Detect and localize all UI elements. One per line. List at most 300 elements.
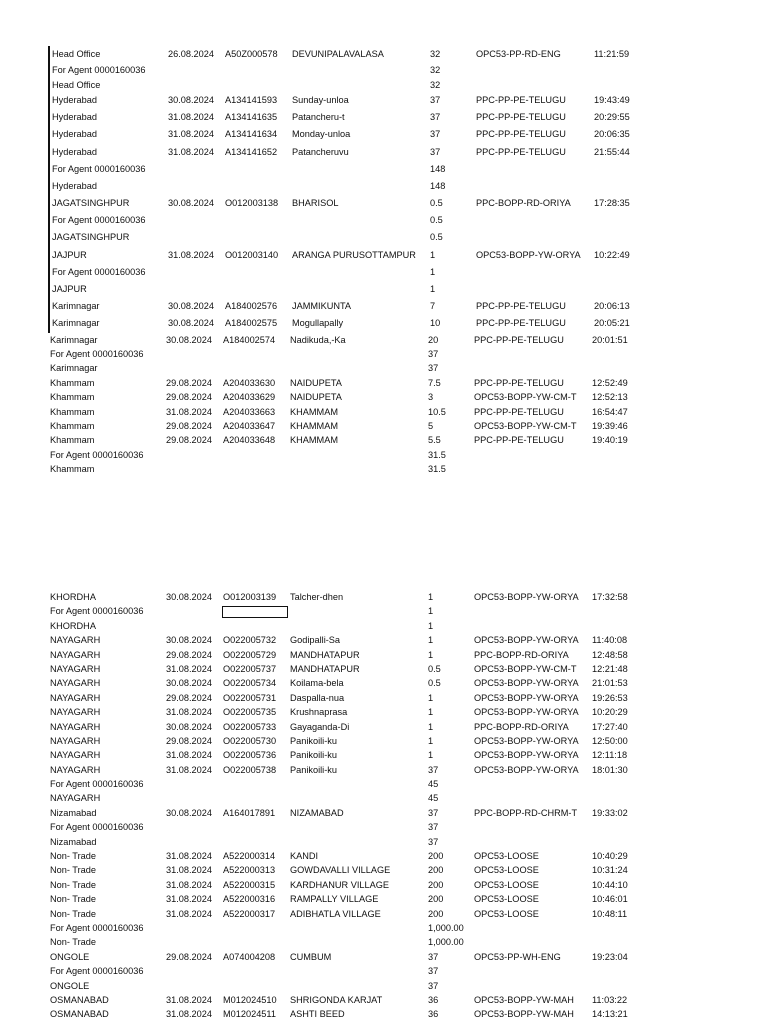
document-code-cell: A204033663 [223, 406, 276, 417]
product-cell: PPC-PP-PE-TELUGU [476, 301, 566, 312]
agent-name-cell: NAYAGARH [50, 764, 101, 775]
document-code-cell: O022005738 [223, 764, 277, 775]
document-code-cell: A522000314 [223, 851, 276, 862]
time-cell: 14:13:21 [592, 1009, 628, 1020]
place-cell: ARANGA PURUSOTTAMPUR [292, 249, 416, 260]
place-cell: BHARISOL [292, 198, 339, 209]
agent-name-cell: Nizamabad [50, 807, 97, 818]
quantity-cell: 37 [428, 951, 439, 962]
table-row [48, 92, 748, 109]
subtotal-row [48, 979, 748, 993]
agent-name-cell: JAGATSINGHPUR [52, 232, 130, 243]
table-row [48, 993, 748, 1007]
document-code-cell: M012024511 [223, 1009, 276, 1020]
agent-name-cell: Non- Trade [50, 894, 96, 905]
agent-name-cell: Head Office [52, 79, 101, 90]
agent-name-cell: NAYAGARH [50, 649, 101, 660]
quantity-cell: 37 [430, 94, 441, 105]
agent-name-cell: JAJPUR [52, 284, 87, 295]
agent-name-cell: NAYAGARH [50, 707, 101, 718]
quantity-cell: 1 [428, 721, 434, 732]
table-row [48, 590, 748, 604]
time-cell: 17:32:58 [592, 592, 628, 602]
place-cell: Patancheru-t [292, 112, 345, 123]
table-row [48, 109, 748, 126]
subtotal-row [48, 78, 748, 92]
place-cell: Talcher-dhen [290, 592, 344, 602]
date-cell: 30.08.2024 [168, 318, 214, 329]
document-code-cell: A204033647 [223, 420, 276, 431]
time-cell: 10:44:10 [592, 879, 628, 890]
table-row [48, 46, 748, 63]
place-cell: ADIBHATLA VILLAGE [290, 908, 381, 919]
time-cell: 10:40:29 [592, 851, 628, 862]
product-cell: PPC-PP-PE-TELUGU [474, 377, 564, 388]
agent-name-cell: Hyderabad [52, 146, 97, 157]
product-cell: OPC53-BOPP-YW-MAH [474, 994, 574, 1005]
product-cell: OPC53-BOPP-YW-ORYA [476, 249, 581, 260]
agent-name-cell: OSMANABAD [50, 1009, 109, 1020]
subtotal-row [48, 921, 748, 935]
time-cell: 19:40:19 [592, 435, 628, 446]
subtotal-row [48, 63, 748, 77]
quantity-cell: 7 [430, 301, 436, 312]
date-cell: 31.08.2024 [166, 764, 212, 775]
quantity-cell: 1 [428, 592, 434, 602]
date-cell: 31.08.2024 [166, 894, 212, 905]
agent-name-cell: Karimnagar [52, 318, 100, 329]
quantity-cell: 1 [428, 735, 434, 746]
subtotal-row [48, 264, 748, 281]
agent-name-cell: NAYAGARH [50, 635, 101, 646]
agent-name-cell: Hyderabad [52, 112, 97, 123]
time-cell: 10:46:01 [592, 894, 628, 905]
quantity-cell: 1 [428, 649, 434, 660]
product-cell: PPC-PP-PE-TELUGU [476, 318, 566, 329]
place-cell: Panikoili-ku [290, 735, 337, 746]
agent-name-cell: For Agent 0000160036 [50, 779, 144, 790]
place-cell: SHRIGONDA KARJAT [290, 994, 383, 1005]
product-cell: OPC53-BOPP-YW-ORYA [474, 750, 579, 761]
time-cell: 20:05:21 [594, 318, 630, 329]
table-row [48, 144, 748, 161]
quantity-cell: 0.5 [428, 663, 441, 674]
quantity-cell: 37 [428, 348, 439, 359]
subtotal-row [48, 791, 748, 805]
table-row [48, 195, 748, 212]
document-code-cell: A184002574 [223, 334, 276, 345]
document-code-cell: A134141634 [225, 129, 278, 140]
document-code-cell: M012024510 [223, 994, 277, 1005]
date-cell: 31.08.2024 [166, 994, 212, 1005]
subtotal-row [48, 178, 748, 195]
agent-name-cell: For Agent 0000160036 [52, 266, 146, 277]
date-cell: 30.08.2024 [166, 635, 212, 646]
table-row [48, 878, 748, 892]
date-cell: 31.08.2024 [166, 406, 212, 417]
date-cell: 29.08.2024 [166, 951, 212, 962]
time-cell: 12:48:58 [592, 649, 628, 660]
date-cell: 29.08.2024 [166, 692, 212, 703]
product-cell: OPC53-BOPP-YW-CM-T [474, 420, 577, 431]
product-cell: OPC53-LOOSE [474, 865, 539, 876]
quantity-cell: 1,000.00 [428, 922, 464, 933]
document-code-cell: A134141652 [225, 146, 278, 157]
report-section-top [48, 46, 748, 477]
product-cell: PPC-PP-PE-TELUGU [476, 129, 566, 140]
agent-name-cell: Head Office [52, 49, 101, 59]
quantity-cell: 37 [428, 822, 439, 833]
product-cell: PPC-PP-PE-TELUGU [474, 435, 564, 446]
product-cell: PPC-PP-PE-TELUGU [476, 94, 566, 105]
date-cell: 31.08.2024 [166, 663, 212, 674]
date-cell: 31.08.2024 [168, 249, 214, 260]
product-cell: OPC53-LOOSE [474, 908, 539, 919]
document-code-cell: O022005734 [223, 678, 277, 689]
subtotal-row [48, 229, 748, 246]
time-cell: 12:52:13 [592, 392, 628, 403]
table-row [48, 633, 748, 647]
place-cell: Godipalli-Sa [290, 635, 341, 646]
table-row [48, 849, 748, 863]
place-cell: KANDI [290, 851, 319, 862]
product-cell: OPC53-BOPP-YW-ORYA [474, 692, 579, 703]
table-row [48, 333, 748, 347]
document-code-cell: O012003140 [225, 249, 279, 260]
document-code-cell: A204033630 [223, 377, 276, 388]
place-cell: Krushnaprasa [290, 707, 348, 718]
subtotal-row [48, 820, 748, 834]
date-cell: 31.08.2024 [166, 707, 212, 718]
place-cell: Koilama-bela [290, 678, 344, 689]
product-cell: OPC53-BOPP-YW-CM-T [474, 392, 577, 403]
quantity-cell: 37 [428, 807, 439, 818]
subtotal-row [48, 212, 748, 229]
agent-name-cell: NAYAGARH [50, 692, 101, 703]
time-cell: 16:54:47 [592, 406, 628, 417]
place-cell: Monday-unloa [292, 129, 351, 140]
quantity-cell: 200 [428, 894, 444, 905]
time-cell: 20:06:35 [594, 129, 630, 140]
date-cell: 31.08.2024 [166, 908, 212, 919]
subtotal-row [48, 604, 748, 618]
product-cell: OPC53-LOOSE [474, 879, 539, 890]
time-cell: 20:06:13 [594, 301, 630, 312]
product-cell: PPC-BOPP-RD-ORIYA [474, 721, 569, 732]
table-row [48, 950, 748, 964]
quantity-cell: 1 [428, 606, 434, 617]
subtotal-row [48, 935, 748, 949]
product-cell: OPC53-PP-RD-ENG [476, 49, 561, 59]
table-row [48, 734, 748, 748]
quantity-cell: 200 [428, 908, 444, 919]
selected-cell-outline[interactable] [222, 606, 288, 618]
document-code-cell: A134141593 [225, 94, 278, 105]
time-cell: 19:33:02 [592, 807, 628, 818]
document-code-cell: O022005733 [223, 721, 277, 732]
report-section-bottom [48, 590, 748, 1022]
time-cell: 17:27:40 [592, 721, 628, 732]
place-cell: NIZAMABAD [290, 807, 344, 818]
document-code-cell: A522000313 [223, 865, 276, 876]
date-cell: 29.08.2024 [166, 735, 212, 746]
agent-name-cell: Khammam [50, 392, 95, 403]
quantity-cell: 148 [430, 180, 446, 191]
quantity-cell: 37 [430, 112, 441, 123]
document-code-cell: O022005735 [223, 707, 277, 718]
product-cell: OPC53-BOPP-YW-ORYA [474, 592, 579, 602]
product-cell: OPC53-BOPP-YW-ORYA [474, 678, 579, 689]
agent-name-cell: For Agent 0000160036 [52, 215, 146, 226]
product-cell: PPC-PP-PE-TELUGU [476, 112, 566, 123]
agent-name-cell: Karimnagar [50, 363, 98, 374]
product-cell: PPC-BOPP-RD-ORIYA [476, 198, 571, 209]
date-cell: 31.08.2024 [166, 865, 212, 876]
document-code-cell: O022005736 [223, 750, 277, 761]
quantity-cell: 200 [428, 879, 444, 890]
quantity-cell: 1 [428, 635, 434, 646]
quantity-cell: 36 [428, 994, 439, 1005]
quantity-cell: 37 [428, 980, 439, 991]
date-cell: 31.08.2024 [166, 851, 212, 862]
place-cell: KHAMMAM [290, 406, 338, 417]
quantity-cell: 200 [428, 851, 444, 862]
document-code-cell: A522000315 [223, 879, 276, 890]
place-cell: Daspalla-nua [290, 692, 345, 703]
quantity-cell: 1 [428, 692, 434, 703]
time-cell: 19:26:53 [592, 692, 628, 703]
date-cell: 31.08.2024 [168, 129, 214, 140]
date-cell: 31.08.2024 [166, 1009, 212, 1020]
place-cell: Panikoili-ku [290, 750, 337, 761]
subtotal-row [48, 964, 748, 978]
quantity-cell: 5 [428, 420, 434, 431]
time-cell: 19:39:46 [592, 420, 628, 431]
subtotal-row [48, 462, 748, 476]
product-cell: OPC53-LOOSE [474, 851, 539, 862]
quantity-cell: 1 [430, 249, 436, 260]
time-cell: 12:11:18 [592, 750, 628, 761]
agent-name-cell: NAYAGARH [50, 678, 101, 689]
product-cell: PPC-PP-PE-TELUGU [474, 406, 564, 417]
agent-name-cell: Non- Trade [50, 908, 96, 919]
agent-name-cell: For Agent 0000160036 [50, 922, 144, 933]
place-cell: Mogullapally [292, 318, 344, 329]
quantity-cell: 37 [428, 966, 439, 977]
place-cell: GOWDAVALLI VILLAGE [290, 865, 391, 876]
quantity-cell: 0.5 [430, 232, 443, 243]
agent-name-cell: For Agent 0000160036 [50, 966, 144, 977]
table-row [48, 863, 748, 877]
subtotal-row [48, 777, 748, 791]
quantity-cell: 200 [428, 865, 444, 876]
date-cell: 29.08.2024 [166, 392, 212, 403]
document-code-cell: O022005732 [223, 635, 277, 646]
place-cell: KHAMMAM [290, 420, 338, 431]
agent-name-cell: Non- Trade [50, 865, 96, 876]
place-cell: MANDHATAPUR [290, 649, 360, 660]
date-cell: 29.08.2024 [166, 649, 212, 660]
product-cell: OPC53-BOPP-YW-MAH [474, 1009, 574, 1020]
place-cell: CUMBUM [290, 951, 332, 962]
document-code-cell: O012003138 [225, 198, 279, 209]
place-cell: Nadikuda,-Ka [290, 334, 346, 345]
agent-name-cell: For Agent 0000160036 [52, 163, 146, 174]
quantity-cell: 7.5 [428, 377, 441, 388]
quantity-cell: 45 [428, 779, 439, 790]
product-cell: OPC53-BOPP-YW-ORYA [474, 707, 579, 718]
agent-name-cell: NAYAGARH [50, 721, 101, 732]
date-cell: 31.08.2024 [166, 750, 212, 761]
product-cell: OPC53-LOOSE [474, 894, 539, 905]
quantity-cell: 0.5 [430, 215, 443, 226]
place-cell: NAIDUPETA [290, 392, 342, 403]
quantity-cell: 0.5 [428, 678, 441, 689]
place-cell: DEVUNIPALAVALASA [292, 49, 384, 59]
time-cell: 10:31:24 [592, 865, 628, 876]
place-cell: RAMPALLY VILLAGE [290, 894, 379, 905]
document-code-cell: A522000317 [223, 908, 276, 919]
document-code-cell: A164017891 [223, 807, 276, 818]
agent-name-cell: KHORDHA [50, 592, 96, 602]
agent-name-cell: ONGOLE [50, 951, 90, 962]
date-cell: 30.08.2024 [166, 678, 212, 689]
quantity-cell: 148 [430, 163, 446, 174]
time-cell: 19:23:04 [592, 951, 628, 962]
date-cell: 30.08.2024 [168, 198, 214, 209]
date-cell: 30.08.2024 [166, 721, 212, 732]
document-code-cell: A204033648 [223, 435, 276, 446]
agent-name-cell: JAGATSINGHPUR [52, 198, 130, 209]
quantity-cell: 1 [430, 284, 436, 295]
quantity-cell: 32 [430, 65, 441, 76]
quantity-cell: 10 [430, 318, 441, 329]
quantity-cell: 37 [428, 836, 439, 847]
date-cell: 31.08.2024 [168, 146, 214, 157]
place-cell: MANDHATAPUR [290, 663, 360, 674]
table-row [48, 705, 748, 719]
time-cell: 12:21:48 [592, 663, 628, 674]
agent-name-cell: KHORDHA [50, 620, 96, 631]
agent-name-cell: Karimnagar [52, 301, 100, 312]
table-row [48, 247, 748, 264]
time-cell: 12:50:00 [592, 735, 628, 746]
agent-name-cell: Non- Trade [50, 879, 96, 890]
table-row [48, 806, 748, 820]
date-cell: 29.08.2024 [166, 420, 212, 431]
product-cell: OPC53-BOPP-YW-ORYA [474, 635, 579, 646]
table-row [48, 907, 748, 921]
product-cell: OPC53-PP-WH-ENG [474, 951, 561, 962]
table-row [48, 662, 748, 676]
quantity-cell: 37 [430, 129, 441, 140]
place-cell: Patancheruvu [292, 146, 349, 157]
table-row [48, 720, 748, 734]
agent-name-cell: Hyderabad [52, 180, 97, 191]
agent-name-cell: Khammam [50, 464, 95, 475]
table-row [48, 405, 748, 419]
agent-name-cell: Khammam [50, 377, 95, 388]
place-cell: ASHTI BEED [290, 1009, 345, 1020]
document-code-cell: A074004208 [223, 951, 276, 962]
document-code-cell: O012003139 [223, 592, 277, 602]
place-cell: KARDHANUR VILLAGE [290, 879, 390, 890]
agent-name-cell: For Agent 0000160036 [50, 822, 144, 833]
time-cell: 11:40:08 [592, 635, 628, 646]
quantity-cell: 10.5 [428, 406, 446, 417]
time-cell: 10:22:49 [594, 249, 630, 260]
time-cell: 20:29:55 [594, 112, 630, 123]
product-cell: PPC-BOPP-RD-ORIYA [474, 649, 569, 660]
agent-name-cell: Non- Trade [50, 937, 96, 948]
table-row [48, 748, 748, 762]
time-cell: 20:01:51 [592, 334, 628, 345]
quantity-cell: 1,000.00 [428, 937, 464, 948]
subtotal-row [48, 835, 748, 849]
agent-name-cell: OSMANABAD [50, 994, 109, 1005]
quantity-cell: 31.5 [428, 464, 446, 475]
date-cell: 30.08.2024 [168, 301, 214, 312]
product-cell: PPC-BOPP-RD-CHRM-T [474, 807, 578, 818]
table-row [48, 892, 748, 906]
time-cell: 21:01:53 [592, 678, 628, 689]
place-cell: NAIDUPETA [290, 377, 342, 388]
time-cell: 11:03:22 [592, 994, 628, 1005]
place-cell: Panikoili-ku [290, 764, 337, 775]
agent-name-cell: For Agent 0000160036 [50, 348, 144, 359]
agent-name-cell: Khammam [50, 406, 95, 417]
quantity-cell: 37 [428, 363, 439, 374]
agent-name-cell: For Agent 0000160036 [52, 65, 146, 76]
quantity-cell: 37 [428, 764, 439, 775]
agent-name-cell: Khammam [50, 435, 95, 446]
date-cell: 30.08.2024 [166, 592, 212, 602]
table-row [48, 676, 748, 690]
table-row [48, 433, 748, 447]
quantity-cell: 36 [428, 1009, 439, 1020]
agent-name-cell: NAYAGARH [50, 793, 101, 804]
document-code-cell: A204033629 [223, 392, 276, 403]
subtotal-row [48, 619, 748, 633]
quantity-cell: 5.5 [428, 435, 441, 446]
place-cell: Sunday-unloa [292, 94, 349, 105]
time-cell: 19:43:49 [594, 94, 630, 105]
table-row [48, 315, 748, 332]
time-cell: 10:48:11 [592, 908, 628, 919]
quantity-cell: 20 [428, 334, 439, 345]
date-cell: 26.08.2024 [168, 49, 214, 59]
agent-name-cell: Hyderabad [52, 94, 97, 105]
time-cell: 17:28:35 [594, 198, 630, 209]
table-row [48, 648, 748, 662]
document-code-cell: A50Z000578 [225, 49, 278, 59]
date-cell: 30.08.2024 [166, 334, 212, 345]
place-cell: Gayaganda-Di [290, 721, 350, 732]
document-code-cell: O022005737 [223, 663, 277, 674]
date-cell: 29.08.2024 [166, 435, 212, 446]
quantity-cell: 45 [428, 793, 439, 804]
product-cell: OPC53-BOPP-YW-ORYA [474, 764, 579, 775]
date-cell: 30.08.2024 [168, 94, 214, 105]
date-cell: 31.08.2024 [168, 112, 214, 123]
agent-name-cell: Non- Trade [50, 851, 96, 862]
time-cell: 21:55:44 [594, 146, 630, 157]
subtotal-row [48, 161, 748, 178]
table-row [48, 763, 748, 777]
product-cell: OPC53-BOPP-YW-ORYA [474, 735, 579, 746]
document-code-cell: O022005730 [223, 735, 277, 746]
agent-name-cell: JAJPUR [52, 249, 87, 260]
